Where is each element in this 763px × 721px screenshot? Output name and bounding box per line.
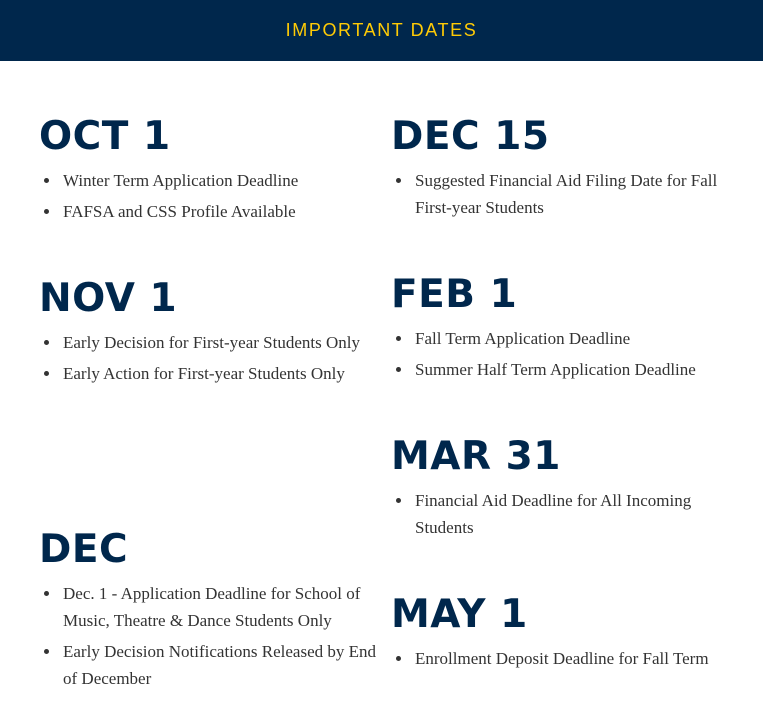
list-item-text: FAFSA and CSS Profile Available — [63, 202, 296, 221]
list-item-text: Fall Term Application Deadline — [415, 329, 631, 348]
date-section-feb-1 — [391, 273, 731, 387]
list-item — [391, 487, 731, 541]
list-item-text: Dec. 1 - Application Deadline for School of Music, Theatre & Dance Students Only — [63, 584, 361, 630]
list-item-text: Enrollment Deposit Deadline for Fall Term — [415, 649, 709, 668]
date-heading: NOV 1 — [39, 276, 178, 321]
date-section-nov-1 — [39, 277, 379, 391]
list-item — [39, 329, 379, 356]
bullet-icon — [44, 371, 49, 376]
bullet-icon — [44, 591, 49, 596]
list-item — [39, 360, 379, 387]
list-item — [39, 198, 379, 225]
date-items-list — [391, 325, 731, 383]
bullet-icon — [44, 649, 49, 654]
date-heading: FEB 1 — [391, 272, 518, 317]
date-heading: OCT 1 — [39, 114, 171, 159]
list-item — [39, 167, 379, 194]
bullet-icon — [44, 178, 49, 183]
list-item-text: Early Decision Notifications Released by End of December — [63, 642, 376, 688]
list-item-text: Winter Term Application Deadline — [63, 171, 299, 190]
bullet-icon — [396, 367, 401, 372]
list-item-text: Summer Half Term Application Deadline — [415, 360, 696, 379]
header-bar — [0, 0, 763, 61]
date-heading: DEC — [39, 527, 129, 572]
bullet-icon — [396, 656, 401, 661]
date-section-mar-31 — [391, 435, 731, 545]
date-items-list — [391, 167, 731, 221]
list-item-text: Early Action for First-year Students Only — [63, 364, 345, 383]
date-items-list — [39, 329, 379, 387]
date-heading: MAY 1 — [391, 592, 528, 637]
list-item-text: Suggested Financial Aid Filing Date for Fall First-year Students — [415, 171, 718, 217]
list-item-text: Financial Aid Deadline for All Incoming Students — [415, 491, 692, 537]
date-section-oct-1 — [39, 115, 379, 229]
date-items-list — [391, 645, 731, 672]
date-section-dec — [39, 528, 379, 696]
list-item — [391, 356, 731, 383]
date-heading: DEC 15 — [391, 114, 550, 159]
list-item — [391, 167, 731, 221]
bullet-icon — [396, 336, 401, 341]
bullet-icon — [396, 178, 401, 183]
date-section-may-1 — [391, 593, 731, 676]
list-item — [391, 325, 731, 352]
date-section-dec-15 — [391, 115, 731, 225]
bullet-icon — [44, 340, 49, 345]
date-items-list — [39, 167, 379, 225]
date-heading: MAR 31 — [391, 434, 561, 479]
list-item — [39, 580, 379, 634]
date-items-list — [391, 487, 731, 541]
list-item-text: Early Decision for First-year Students Only — [63, 333, 360, 352]
list-item — [391, 645, 731, 672]
date-items-list — [39, 580, 379, 692]
bullet-icon — [396, 498, 401, 503]
page-title: IMPORTANT DATES — [285, 20, 478, 40]
bullet-icon — [44, 209, 49, 214]
list-item — [39, 638, 379, 692]
